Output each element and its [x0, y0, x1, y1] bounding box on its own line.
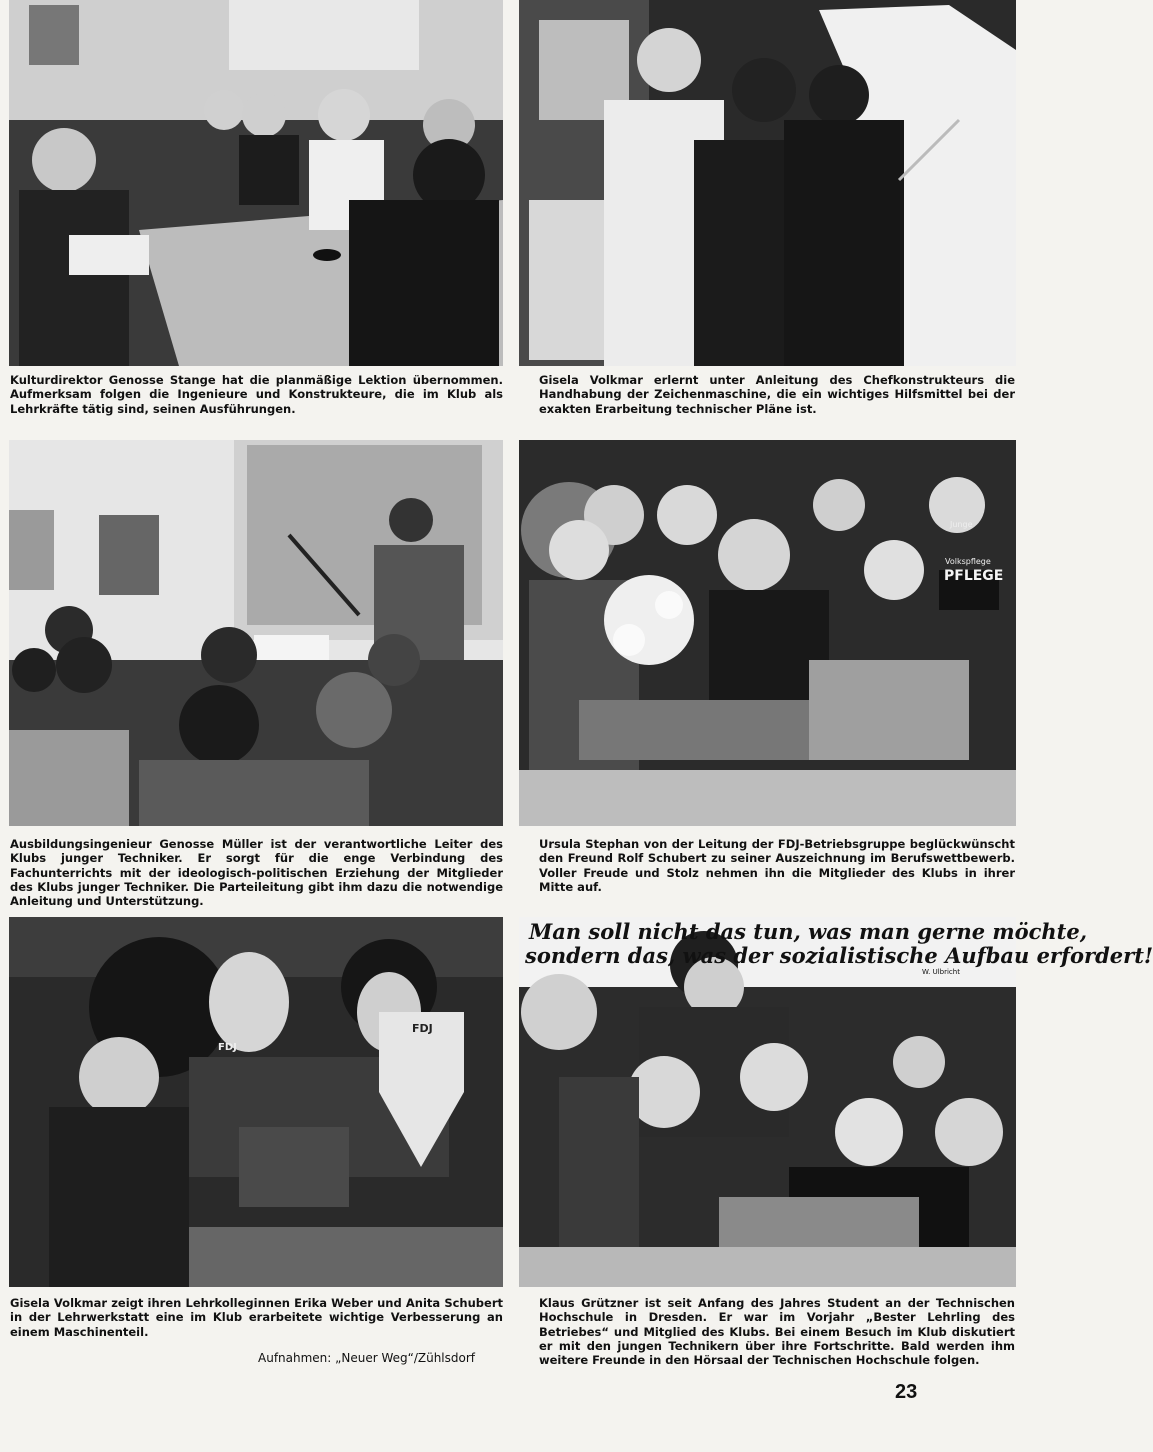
photo-drawing-machine — [519, 0, 1016, 366]
jacket-lettering-pflege: PFLEGE — [944, 568, 1004, 584]
photo-credit: Aufnahmen: „Neuer Weg“/Zühlsdorf — [258, 1351, 476, 1365]
photo-teacher-map — [9, 440, 503, 826]
photo-workshop-part — [9, 917, 503, 1287]
caption-group-banner: Klaus Grützner ist seit Anfang des Jahres Student an der Technischen Hochschule in Dresden. Er war im Vorjahr „Bester Lehrling des Betriebes“ und Mitglied des Klubs. Bei einem Besuch im Klub diskutiert er mit den jungen Technikern über ihre Fortschritte. Bald werden ihm weitere Freunde in den Hörsaal der Technischen Hochschule folgen. — [539, 1296, 1015, 1368]
shirt-badge-lettering: FDJ — [218, 1042, 237, 1053]
banner-signature: W. Ulbricht — [922, 968, 960, 976]
caption-workshop-part: Gisela Volkmar zeigt ihren Lehrkolleginnen Erika Weber und Anita Schubert in der Lehrwerkstatt eine im Klub erarbeitete wichtige Verbesserung an einem Maschinenteil. — [10, 1296, 503, 1339]
caption-congratulations: Ursula Stephan von der Leitung der FDJ-Betriebsgruppe beglückwünscht den Freund Rolf Schubert zu seiner Auszeichnung im Berufswettbewerb. Voller Freude und Stolz nehmen ihn die Mitglieder des Klubs in ihrer Mitte auf. — [539, 837, 1015, 894]
caption-teacher-map: Ausbildungsingenieur Genosse Müller ist der verantwortliche Leiter des Klubs junger Techniker. Er sorgt für die enge Verbindung des Fachunterrichts mit der ideologisch-politischen Erziehung der Mitglieder des Klubs junger Techniker. Die Parteileitung gibt ihm dazu die notwendige Anleitung und Unterstützung. — [10, 837, 503, 909]
jacket-lettering-top: Junge — [950, 520, 973, 529]
pennant-lettering: FDJ — [412, 1022, 433, 1035]
caption-drawing-machine: Gisela Volkmar erlernt unter Anleitung des Chefkonstrukteurs die Handhabung der Zeichenmaschine, die ein wichtiges Hilfsmittel bei der exakten Erarbeitung technischer Pläne ist. — [539, 373, 1015, 416]
banner-slogan-line1: Man soll nicht das tun, was man gerne möchte, — [529, 919, 1088, 944]
photo-congratulations — [519, 440, 1016, 826]
photo-lecture-meeting — [9, 0, 503, 366]
jacket-lettering-line: Volkspflege — [945, 557, 991, 566]
caption-lecture-meeting: Kulturdirektor Genosse Stange hat die planmäßige Lektion übernommen. Aufmerksam folgen die Ingenieure und Konstrukteure, die im Klub als Lehrkräfte tätig sind, seinen Ausführungen. — [10, 373, 503, 416]
banner-slogan-line2: sondern das, was der sozialistische Aufbau erfordert! — [525, 943, 1153, 968]
page-number: 23 — [895, 1381, 918, 1403]
photo-group-banner — [519, 917, 1153, 1287]
